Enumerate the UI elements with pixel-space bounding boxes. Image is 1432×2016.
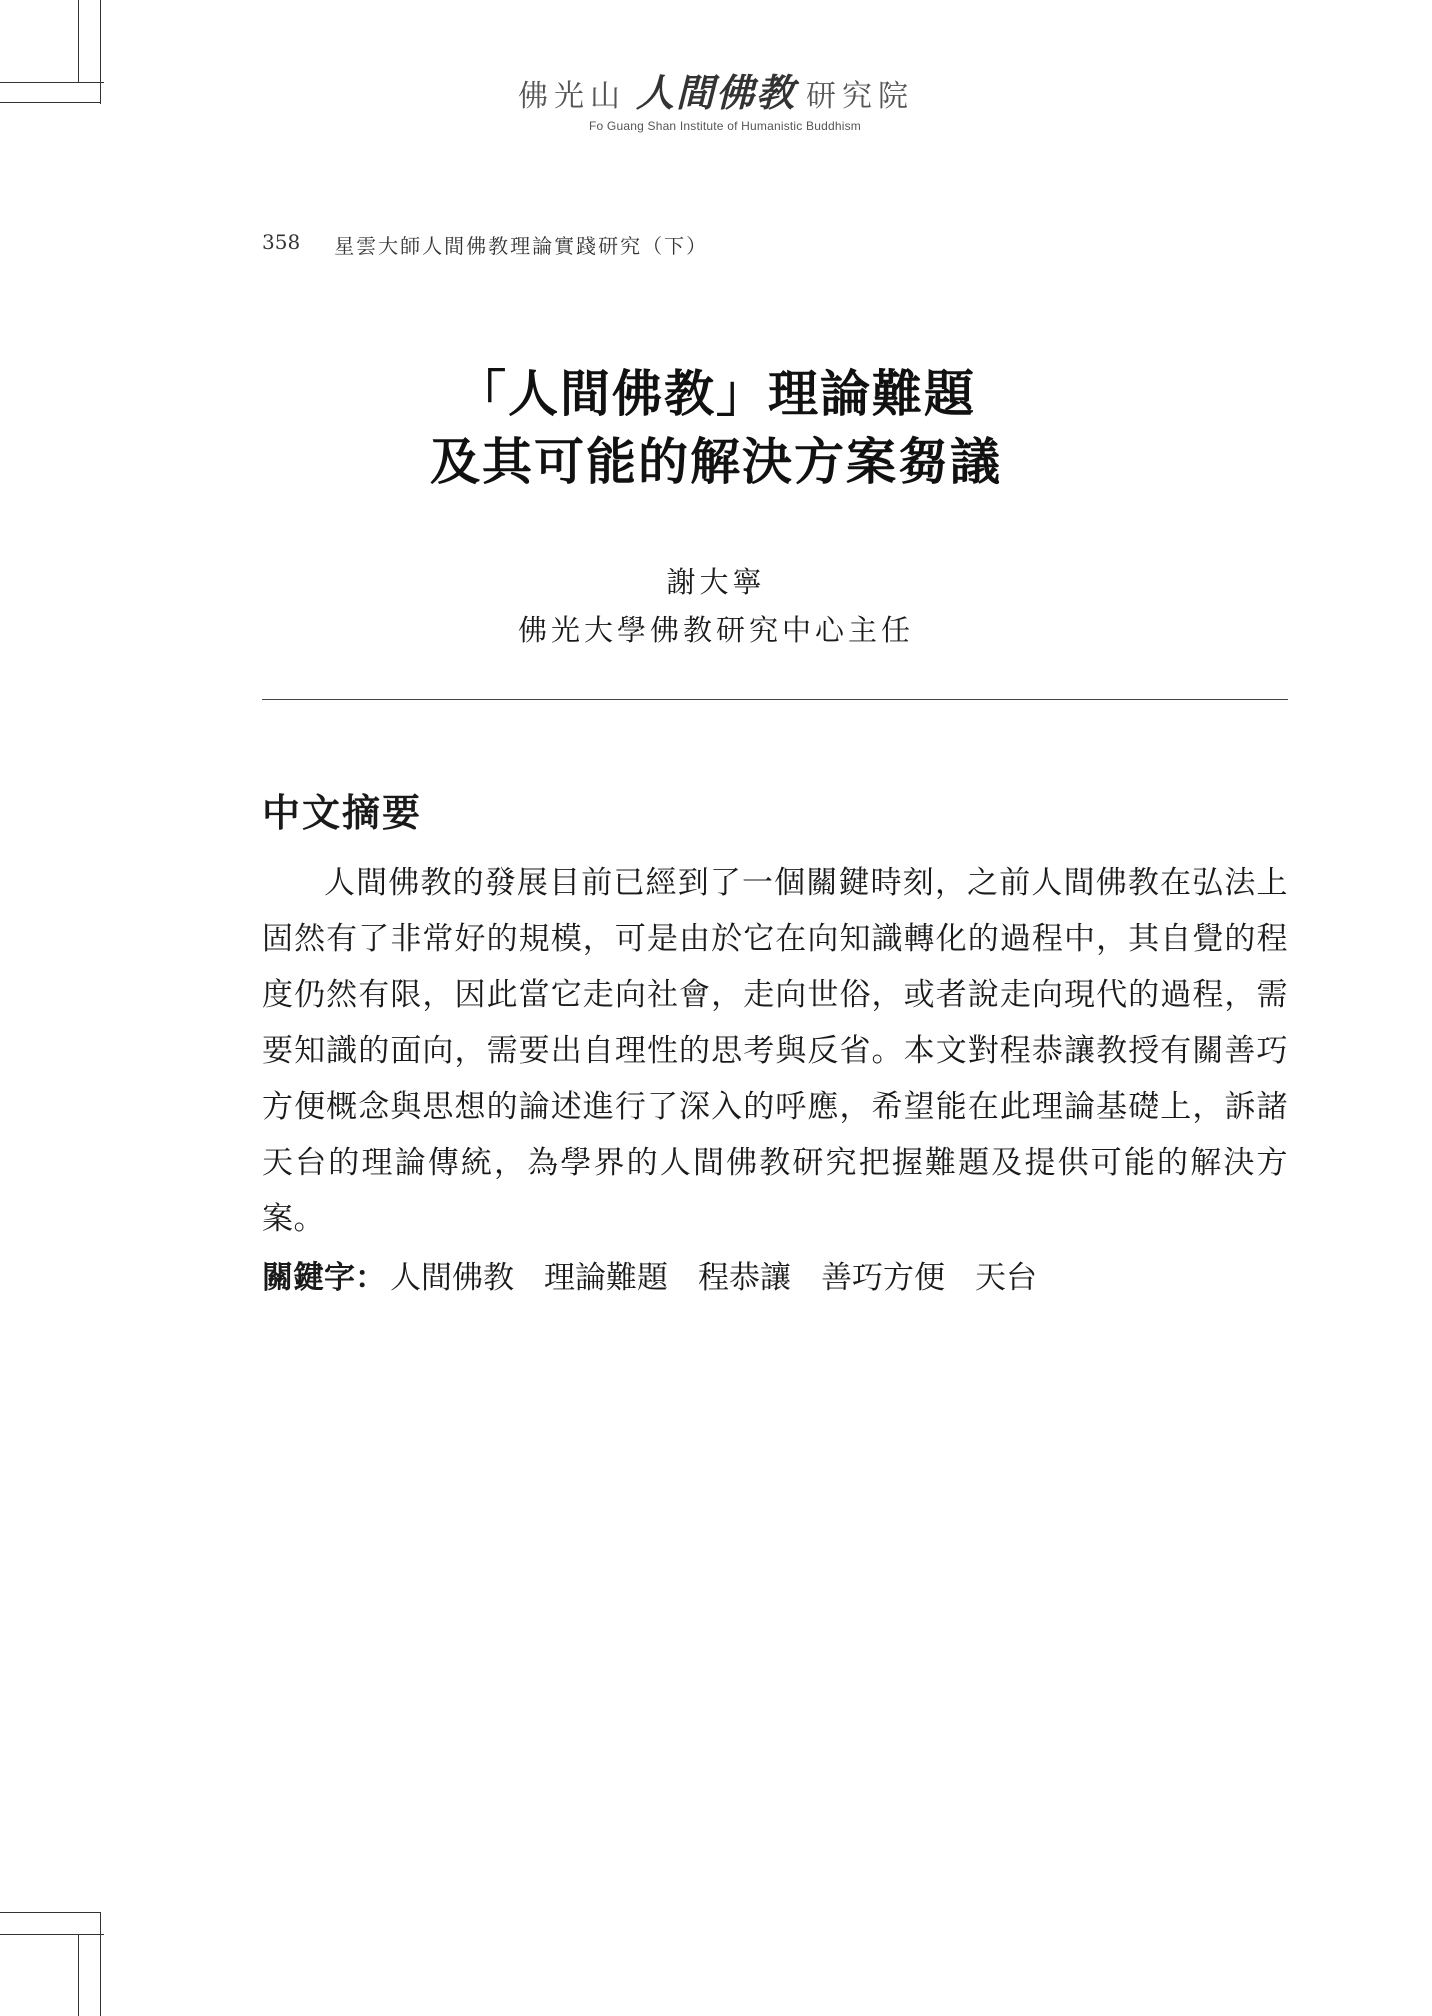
keyword-item: 人間佛教 — [390, 1260, 514, 1296]
keywords-label: 關鍵字： — [262, 1260, 386, 1296]
book-title: 星雲大師人間佛教理論實踐研究（下） — [334, 234, 709, 258]
logo-text-right: 研究院 — [806, 79, 914, 114]
crop-mark-bottom-left-vertical — [100, 1912, 101, 2016]
divider-rule — [262, 699, 1288, 700]
abstract-text: 人間佛教的發展目前已經到了一個關鍵時刻，之前人間佛教在弘法上固然有了非常好的規模，可是由於它在向知識轉化的過程中，其自覺的程度仍然有限，因此當它走向社會，走向世俗，或者說走向現代的過程，需要知識的面向，需要出自理性的思考與反省。本文對程恭讓教授有關善巧方便概念與思想的論述進行了深入的呼應，希望能在此理論基礎上，訴諸天台的理論傳統，為學界的人間佛教研究把握難題及提供可能的解決方案。 — [262, 865, 1288, 1237]
author-name: 謝大寧 — [666, 565, 766, 599]
keyword-item: 善巧方便 — [821, 1260, 945, 1296]
institute-logo — [0, 62, 1432, 133]
author-affiliation: 佛光大學佛教研究中心主任 — [517, 613, 914, 647]
page-number: 358 — [262, 230, 301, 254]
article-title-line-2: 及其可能的解決方案芻議 — [430, 431, 1002, 491]
keyword-item: 理論難題 — [544, 1260, 668, 1296]
logo-subtitle: Fo Guang Shan Institute of Humanistic Buddhism — [588, 119, 861, 133]
logo-text-left: 佛光山 — [517, 79, 626, 114]
keywords — [262, 1252, 1037, 1297]
crop-mark-bottom-left-horizontal-2 — [0, 1912, 100, 1913]
keywords-list — [390, 1252, 1037, 1297]
keyword-item: 天台 — [975, 1260, 1037, 1296]
article-title — [0, 360, 1432, 495]
abstract-heading: 中文摘要 — [262, 790, 423, 835]
article-title-line-1: 「人間佛教」理論難題 — [456, 364, 976, 423]
running-head — [262, 230, 708, 259]
crop-mark-bottom-left-horizontal — [0, 1934, 104, 1935]
crop-mark-bottom-left-vertical-2 — [78, 1934, 79, 2016]
logo-text-script: 人間佛教 — [635, 70, 796, 115]
keyword-item: 程恭讓 — [698, 1260, 791, 1296]
